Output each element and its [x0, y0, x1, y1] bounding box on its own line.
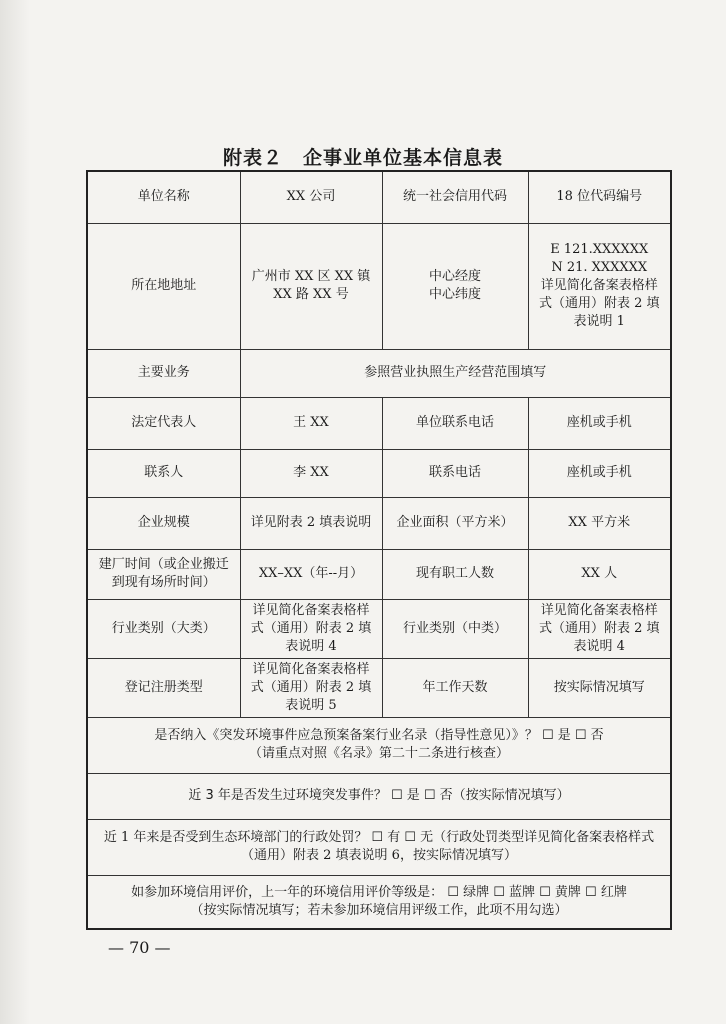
label-contact: 联系人 — [87, 449, 240, 497]
value-main-business: 参照营业执照生产经营范围填写 — [240, 349, 671, 397]
value-registration-type: 详见简化备案表格样式（通用）附表 2 填表说明 5 — [240, 658, 382, 717]
value-area: XX 平方米 — [528, 497, 671, 549]
label-longitude: 中心经度 — [428, 269, 481, 284]
table-row — [87, 773, 671, 819]
value-build-time: XX–XX（年--月） — [240, 549, 382, 599]
value-industry-medium: 详见简化备案表格样式（通用）附表 2 填表说明 4 — [528, 599, 671, 658]
label-industry-major: 行业类别（大类） — [87, 599, 240, 658]
value-longitude: E 121.XXXXXX — [550, 242, 649, 257]
value-unit-phone: 座机或手机 — [528, 397, 671, 449]
label-industry-medium: 行业类别（中类） — [382, 599, 528, 658]
table-row — [87, 549, 671, 599]
label-latitude: 中心纬度 — [428, 287, 481, 302]
table-row — [87, 349, 671, 397]
value-latitude: N 21. XXXXXX — [551, 260, 648, 275]
table-row — [87, 819, 671, 875]
value-legal-rep: 王 XX — [240, 397, 382, 449]
table-row — [87, 223, 671, 349]
table-row — [87, 658, 671, 717]
value-work-days: 按实际情况填写 — [528, 658, 671, 717]
value-unit-name: XX 公司 — [240, 171, 382, 223]
value-credit-code: 18 位代码编号 — [528, 171, 671, 223]
label-area: 企业面积（平方米） — [382, 497, 528, 549]
table-row — [87, 497, 671, 549]
question-emergency-list-note: （请重点对照《名录》第二十二条进行核查） — [248, 746, 509, 761]
question-emergency-list — [87, 717, 671, 773]
question-penalty-1y: 近 1 年来是否受到生态环境部门的行政处罚？ ☐ 有 ☐ 无（行政处罚类型详见简化备案表格样式（通用）附表 2 填表说明 6，按实际情况填写） — [87, 819, 671, 875]
label-unit-phone: 单位联系电话 — [382, 397, 528, 449]
label-registration-type: 登记注册类型 — [87, 658, 240, 717]
page-title: 附表２ 企事业单位基本信息表 — [222, 147, 503, 169]
value-contact: 李 XX — [240, 449, 382, 497]
value-industry-major: 详见简化备案表格样式（通用）附表 2 填表说明 4 — [240, 599, 382, 658]
label-address: 所在地地址 — [87, 223, 240, 349]
table-row — [87, 449, 671, 497]
value-coordinates-note: 详见简化备案表格样式（通用）附表 2 填表说明 1 — [538, 278, 660, 329]
label-scale: 企业规模 — [87, 497, 240, 549]
label-unit-name: 单位名称 — [87, 171, 240, 223]
table-row — [87, 875, 671, 929]
value-contact-phone: 座机或手机 — [528, 449, 671, 497]
enterprise-info-table — [86, 170, 672, 930]
page-number: — 70 — — [108, 938, 171, 957]
label-main-business: 主要业务 — [87, 349, 240, 397]
table-row — [87, 171, 671, 223]
label-work-days: 年工作天数 — [382, 658, 528, 717]
label-build-time: 建厂时间（或企业搬迁到现有场所时间） — [87, 549, 240, 599]
question-emergency-list-text: 是否纳入《突发环境事件应急预案备案行业名录（指导性意见）》？ ☐ 是 ☐ 否 — [154, 728, 604, 743]
label-employees: 现有职工人数 — [382, 549, 528, 599]
value-scale: 详见附表 2 填表说明 — [240, 497, 382, 549]
label-credit-code: 统一社会信用代码 — [382, 171, 528, 223]
value-address: 广州市 XX 区 XX 镇 XX 路 XX 号 — [240, 223, 382, 349]
table-row — [87, 397, 671, 449]
label-legal-rep: 法定代表人 — [87, 397, 240, 449]
value-coordinates — [528, 223, 671, 349]
question-credit-rating-text: 如参加环境信用评价，上一年的环境信用评价等级是： ☐ 绿牌 ☐ 蓝牌 ☐ 黄牌 ☐ 红牌 — [131, 884, 627, 900]
value-employees: XX 人 — [528, 549, 671, 599]
question-credit-rating — [87, 875, 671, 929]
table-row — [87, 717, 671, 773]
label-coordinates — [382, 223, 528, 349]
question-credit-rating-note: （按实际情况填写；若未参加环境信用评级工作，此项不用勾选） — [190, 902, 568, 918]
table-row — [87, 599, 671, 658]
label-contact-phone: 联系电话 — [382, 449, 528, 497]
question-incidents-3y: 近 3 年是否发生过环境突发事件？ ☐ 是 ☐ 否（按实际情况填写） — [87, 773, 671, 819]
